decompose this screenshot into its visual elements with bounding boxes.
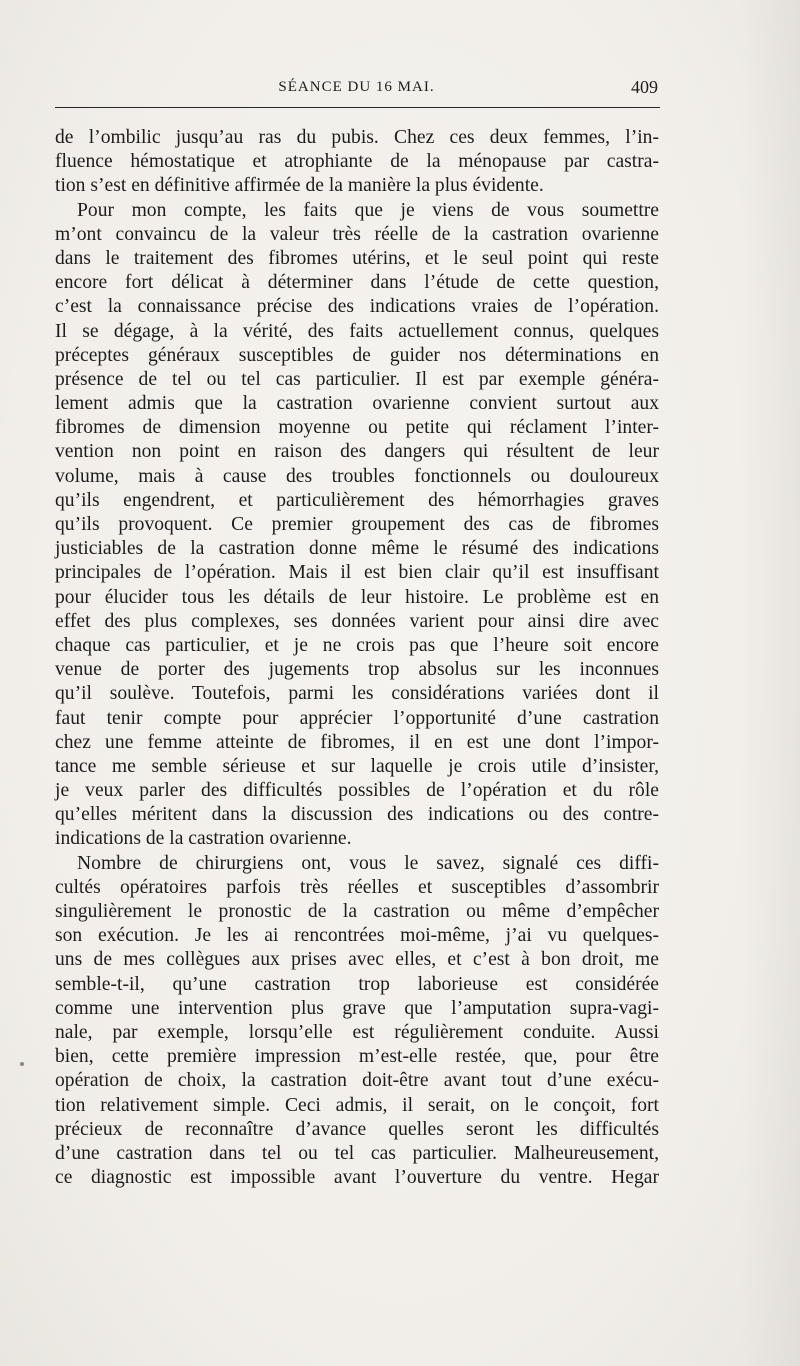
text-line: opération de choix, la castration doit-être avant tout d’une exécu- [55,1070,659,1092]
text-line: son exécution. Je les ai rencontrées moi-même, j’ai vu quelques- [55,925,659,947]
text-line: fluence hémostatique et atrophiante de la ménopause par castra- [55,151,659,173]
text-line: cultés opératoires parfois très réelles et susceptibles d’assombrir [55,876,659,898]
text-line: pour élucider tous les détails de leur histoire. Le problème est en [55,586,659,608]
header-rule [55,107,660,108]
text-line: vention non point en raison des dangers qui résultent de leur [55,441,659,463]
text-line: tion s’est en définitive affirmée de la manière la plus évidente. [55,175,544,197]
text-line: indications de la castration ovarienne. [55,828,352,850]
text-line: lement admis que la castration ovarienne convient surtout aux [55,393,659,415]
text-line: faut tenir compte pour apprécier l’opportunité d’une castration [55,707,659,729]
text-line: Pour mon compte, les faits que je viens de vous soumettre [77,199,659,221]
text-line: d’une castration dans tel ou tel cas particulier. Malheureusement, [55,1142,659,1164]
text-line: nale, par exemple, lorsqu’elle est régulièrement conduite. Aussi [55,1021,659,1043]
text-line: c’est la connaissance précise des indications vraies de l’opération. [55,296,659,318]
text-line: uns de mes collègues aux prises avec elles, et c’est à bon droit, me [55,949,659,971]
text-line: présence de tel ou tel cas particulier. Il est par exemple généra- [55,368,659,390]
text-line: qu’ils engendrent, et particulièrement des hémorrhagies graves [55,489,659,511]
text-line: précieux de reconnaître d’avance quelles seront les difficultés [55,1118,659,1140]
text-line: qu’elles méritent dans la discussion des indications ou des contre- [55,804,659,826]
text-line: de l’ombilic jusqu’au ras du pubis. Chez ces deux femmes, l’in- [55,127,659,148]
text-line: venue de porter des jugements trop absolus sur les inconnues [55,659,659,681]
text-line: Nombre de chirurgiens ont, vous le savez, signalé ces diffi- [77,852,659,874]
text-line: préceptes généraux susceptibles de guider nos déterminations en [55,344,659,366]
text-line: singulièrement le pronostic de la castration ou même d’empêcher [55,901,659,922]
text-line: bien, cette première impression m’est-elle restée, que, pour être [55,1046,659,1068]
text-line: tance me semble sérieuse et sur laquelle je crois utile d’insister, [55,755,659,777]
text-line: tion relativement simple. Ceci admis, il serait, on le conçoit, fort [55,1094,659,1116]
text-line: m’ont convaincu de la valeur très réelle de la castration ovarienne [55,223,659,245]
text-line: chaque cas particulier, et je ne crois pas que l’heure soit encore [55,634,659,656]
text-line: principales de l’opération. Mais il est bien clair qu’il est insuffisant [55,562,659,584]
text-line: volume, mais à cause des troubles fonctionnels ou douloureux [55,465,659,487]
text-line: chez une femme atteinte de fibromes, il en est une dont l’impor- [55,731,659,753]
text-line: fibromes de dimension moyenne ou petite qui réclament l’inter- [55,417,659,439]
text-line: comme une intervention plus grave que l’amputation supra-vagi- [55,997,659,1019]
page-number: 409 [631,77,658,97]
text-line: dans le traitement des fibromes utérins, et le seul point qui reste [55,247,659,269]
text-line: Il se dégage, à la vérité, des faits actuellement connus, quelques [55,320,659,342]
text-line: semble-t-il, qu’une castration trop laborieuse est considérée [55,973,659,995]
text-line: je veux parler des difficultés possibles de l’opération et du rôle [55,780,659,802]
text-line: ce diagnostic est impossible avant l’ouverture du ventre. Hegar [55,1167,659,1189]
margin-speck [20,1062,24,1066]
text-line: encore fort délicat à déterminer dans l’étude de cette question, [55,272,659,294]
page-header [55,76,658,102]
text-line: qu’ils provoquent. Ce premier groupement des cas de fibromes [55,514,659,535]
text-line: justiciables de la castration donne même le résumé des indications [55,538,659,560]
running-title: SÉANCE DU 16 MAI. [278,79,435,95]
page-edge-shading [740,0,800,1366]
text-line: effet des plus complexes, ses données varient pour ainsi dire avec [55,610,659,632]
body-text [55,126,659,1190]
text-line: qu’il soulève. Toutefois, parmi les considérations variées dont il [55,683,659,705]
